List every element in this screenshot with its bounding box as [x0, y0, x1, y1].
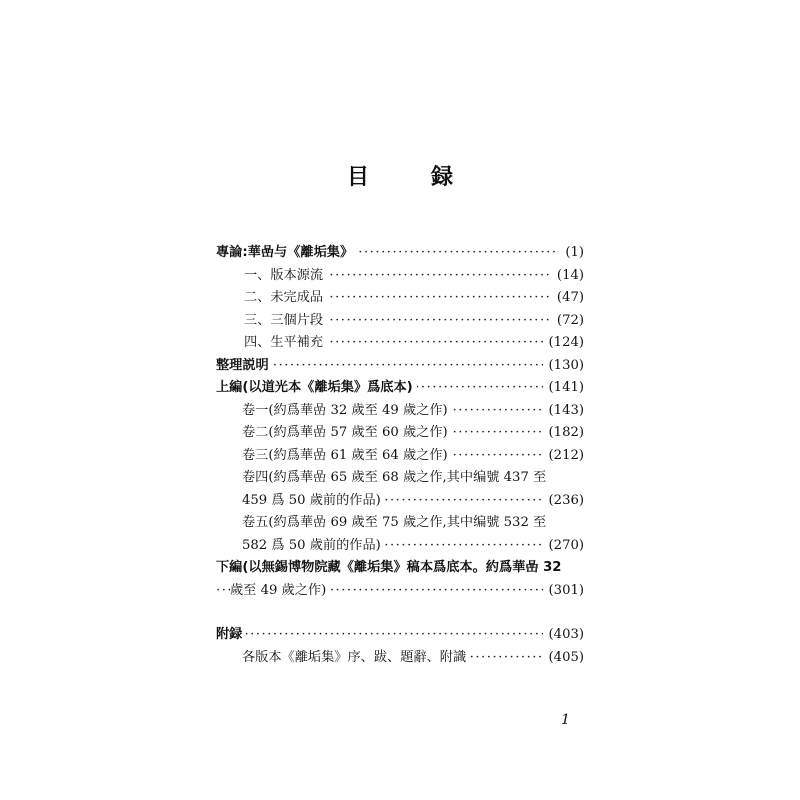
- toc-entry-part-one[interactable]: [216, 377, 584, 400]
- toc-entry-title-cont: 582 爲 50 歲前的作品): [242, 535, 385, 558]
- toc-entry-sub[interactable]: [244, 332, 584, 355]
- toc-entry-page: (1): [559, 242, 584, 265]
- toc-entry-part-two[interactable]: [216, 557, 584, 602]
- toc-entry-page: (14): [551, 265, 584, 288]
- toc-entry-page: (143): [543, 400, 584, 423]
- toc-entry-page: (47): [551, 287, 584, 310]
- toc-entry-page: (72): [551, 310, 584, 333]
- toc-entry-sub[interactable]: [244, 310, 584, 333]
- toc-entry-page: (403): [543, 624, 584, 647]
- toc-entry-essay[interactable]: [216, 242, 584, 265]
- toc-appendix-section: [216, 624, 584, 669]
- page-title: 目 録: [346, 165, 473, 190]
- toc-entry-page: (182): [543, 422, 584, 445]
- toc-entry-editorial-notes[interactable]: [216, 355, 584, 378]
- toc-entry-line: [242, 467, 584, 490]
- toc-entry-title: 一、版本源流: [244, 265, 327, 288]
- toc-entry-page: (212): [543, 445, 584, 468]
- table-of-contents: [216, 242, 584, 669]
- toc-entry-title: 卷四(約爲華嵒 65 歲至 68 歲之作,其中编號 437 至: [242, 467, 550, 490]
- toc-entry-page: (124): [543, 332, 584, 355]
- toc-entry-title-cont: 歲至 49 歲之作): [230, 580, 330, 603]
- toc-entry-volume[interactable]: [216, 512, 584, 557]
- toc-entry-title: 整理説明: [216, 355, 273, 378]
- dot-leader: [216, 624, 584, 647]
- toc-entry-volume[interactable]: [216, 467, 584, 512]
- toc-entry-line: [242, 535, 584, 558]
- toc-entry-line: [216, 580, 584, 603]
- toc-entry-prefaces[interactable]: [242, 647, 584, 670]
- toc-entry-title: 四、生平補充: [244, 332, 327, 355]
- page-number: 1: [561, 712, 570, 728]
- toc-entry-title: 下編(以無錫博物院藏《離垢集》稿本爲底本。約爲華嵒 32: [216, 557, 565, 580]
- toc-entry-appendix[interactable]: [216, 624, 584, 647]
- toc-entry-title: 二、未完成品: [244, 287, 327, 310]
- toc-entry-volume[interactable]: [242, 445, 584, 468]
- toc-entry-title: 卷一(約爲華嵒 32 歲至 49 歲之作): [242, 400, 452, 423]
- toc-entry-page: (236): [543, 490, 584, 513]
- toc-main-section: [216, 242, 584, 602]
- toc-entry-page: (405): [543, 647, 584, 670]
- toc-entry-title: 卷二(約爲華嵒 57 歲至 60 歲之作): [242, 422, 452, 445]
- toc-entry-line: [216, 557, 584, 580]
- toc-entry-title-cont: 459 爲 50 歲前的作品): [242, 490, 385, 513]
- toc-entry-title: 三、三個片段: [244, 310, 327, 333]
- toc-entry-title: 卷五(約爲華嵒 69 歲至 75 歲之作,其中编號 532 至: [242, 512, 550, 535]
- toc-entry-volume[interactable]: [242, 400, 584, 423]
- toc-entry-page: (301): [543, 580, 584, 603]
- toc-entry-sub[interactable]: [244, 287, 584, 310]
- toc-entry-title: 專論:華嵒与《離垢集》: [216, 242, 357, 265]
- toc-entry-page: (130): [543, 355, 584, 378]
- toc-entry-line: [242, 490, 584, 513]
- toc-entry-sub[interactable]: [244, 265, 584, 288]
- toc-entry-title: 各版本《離垢集》序、跋、題辭、附識: [242, 647, 470, 670]
- toc-entry-line: [242, 512, 584, 535]
- toc-entry-title: 上編(以道光本《離垢集》爲底本): [216, 377, 417, 400]
- toc-entry-page: (270): [543, 535, 584, 558]
- toc-entry-title: 卷三(約爲華嵒 61 歲至 64 歲之作): [242, 445, 452, 468]
- toc-entry-page: (141): [543, 377, 584, 400]
- toc-entry-volume[interactable]: [242, 422, 584, 445]
- toc-entry-title: 附録: [216, 624, 246, 647]
